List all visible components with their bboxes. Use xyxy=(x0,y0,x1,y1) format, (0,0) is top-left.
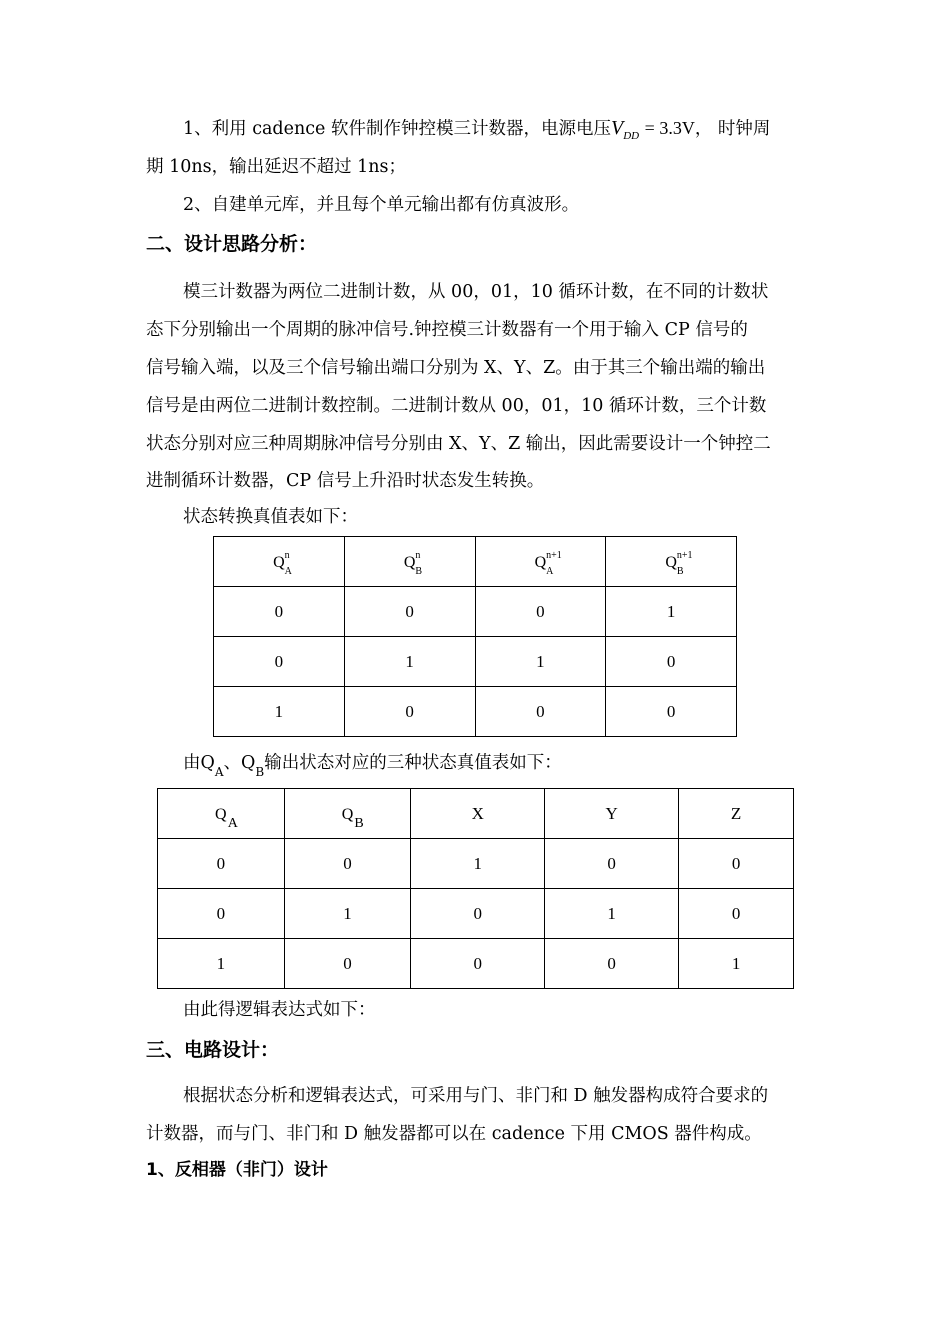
cell: 0 xyxy=(158,839,285,889)
paragraph-line: 态下分别输出一个周期的脉冲信号.钟控模三计数器有一个用于输入 CP 信号的 xyxy=(146,320,748,340)
paragraph-line: 信号是由两位二进制计数控制。二进制计数从 00，01，10 循环计数，三个计数 xyxy=(146,396,767,416)
cell: 0 xyxy=(411,889,545,939)
paragraph-line: 信号输入端，以及三个信号输出端口分别为 X、Y、Z。由于其三个输出端的输出 xyxy=(146,358,766,378)
state-transition-table xyxy=(213,536,737,737)
requirement-1-cont: 期 10ns，输出延迟不超过 1ns； xyxy=(146,157,407,177)
cell: 0 xyxy=(344,587,475,637)
cell: 1 xyxy=(284,889,411,939)
sup: n xyxy=(284,549,290,561)
table-row xyxy=(158,889,794,939)
vdd-symbol xyxy=(610,117,640,142)
requirement-1-text: 1、利用 cadence 软件制作钟控模三计数器，电源电压 xyxy=(183,119,611,139)
cell: 0 xyxy=(475,687,606,737)
header-cell xyxy=(284,789,411,839)
sup: n xyxy=(415,549,421,561)
sub: B xyxy=(415,565,423,577)
q: Q xyxy=(215,805,227,823)
cell: 0 xyxy=(284,939,411,989)
table-row xyxy=(158,939,794,989)
cell: 1 xyxy=(344,637,475,687)
cap-post: 输出状态对应的三种状态真值表如下： xyxy=(264,753,562,773)
cell: 0 xyxy=(214,587,345,637)
header-cell xyxy=(344,537,475,587)
cell: 0 xyxy=(545,839,679,889)
paragraph-line: 根据状态分析和逻辑表达式，可采用与门、非门和 D 触发器构成符合要求的 xyxy=(183,1086,769,1106)
paragraph-line: 进制循环计数器，CP 信号上升沿时状态发生转换。 xyxy=(146,471,545,491)
cap-sep: 、 xyxy=(223,753,242,773)
table-row xyxy=(214,637,737,687)
vdd-value: = 3.3V xyxy=(644,118,695,138)
cell: 0 xyxy=(344,687,475,737)
cap-q: Q xyxy=(200,753,215,773)
cell: 1 xyxy=(158,939,285,989)
q: Q xyxy=(665,553,677,571)
cell: 0 xyxy=(214,637,345,687)
sub: A xyxy=(284,565,292,577)
sup: n+1 xyxy=(546,549,562,561)
q: Q xyxy=(341,805,354,823)
paragraph-line: 计数器，而与门、非门和 D 触发器都可以在 cadence 下用 CMOS 器件构成。 xyxy=(146,1124,762,1144)
cell: 0 xyxy=(606,637,737,687)
header-cell xyxy=(475,537,606,587)
table-header-row xyxy=(214,537,737,587)
cell: 0 xyxy=(679,839,794,889)
table-row xyxy=(214,687,737,737)
sup: n+1 xyxy=(676,549,693,561)
q: Q xyxy=(403,553,416,571)
cell: 0 xyxy=(679,889,794,939)
cell: 1 xyxy=(679,939,794,989)
table1-caption: 状态转换真值表如下： xyxy=(183,507,358,527)
cap-q: Q xyxy=(241,753,256,773)
paragraph-line: 模三计数器为两位二进制计数，从 00，01，10 循环计数，在不同的计数状 xyxy=(183,282,769,302)
table2-caption xyxy=(183,752,848,783)
q: Q xyxy=(534,553,547,571)
cell: 0 xyxy=(158,889,285,939)
sub: A xyxy=(227,815,238,831)
cell: 0 xyxy=(284,839,411,889)
header-cell: Y xyxy=(545,789,679,839)
requirement-1-tail: ， 时钟周 xyxy=(694,119,771,139)
requirement-1 xyxy=(183,117,848,147)
table-row xyxy=(214,587,737,637)
cap-sub: B xyxy=(255,765,265,779)
cell: 1 xyxy=(475,637,606,687)
cell: 1 xyxy=(606,587,737,637)
subsection-heading: 1、反相器（非门）设计 xyxy=(146,1160,328,1180)
section-3-heading: 三、电路设计： xyxy=(146,1039,280,1061)
cell: 1 xyxy=(545,889,679,939)
q: Q xyxy=(273,553,285,571)
sub: B xyxy=(354,815,364,831)
cap-pre: 由 xyxy=(183,753,201,773)
paragraph-line: 状态分别对应三种周期脉冲信号分别由 X、Y、Z 输出，因此需要设计一个钟控二 xyxy=(146,434,771,454)
header-cell: X xyxy=(411,789,545,839)
cell: 1 xyxy=(411,839,545,889)
vdd-sub: DD xyxy=(623,130,640,142)
section-2-heading: 二、设计思路分析： xyxy=(146,233,318,255)
sub: A xyxy=(546,565,554,577)
cell: 0 xyxy=(606,687,737,737)
header-cell xyxy=(606,537,737,587)
cap-sub: A xyxy=(214,765,224,779)
logic-caption: 由此得逻辑表达式如下： xyxy=(183,1000,376,1020)
cell: 0 xyxy=(545,939,679,989)
cell: 1 xyxy=(214,687,345,737)
header-cell: Z xyxy=(679,789,794,839)
header-cell xyxy=(158,789,285,839)
vdd-v: V xyxy=(610,117,624,139)
output-truth-table xyxy=(157,788,794,989)
table-header-row xyxy=(158,789,794,839)
cell: 0 xyxy=(475,587,606,637)
requirement-2: 2、自建单元库，并且每个单元输出都有仿真波形。 xyxy=(183,195,580,215)
header-cell xyxy=(214,537,345,587)
cell: 0 xyxy=(411,939,545,989)
sub: B xyxy=(676,565,684,577)
table-row xyxy=(158,839,794,889)
